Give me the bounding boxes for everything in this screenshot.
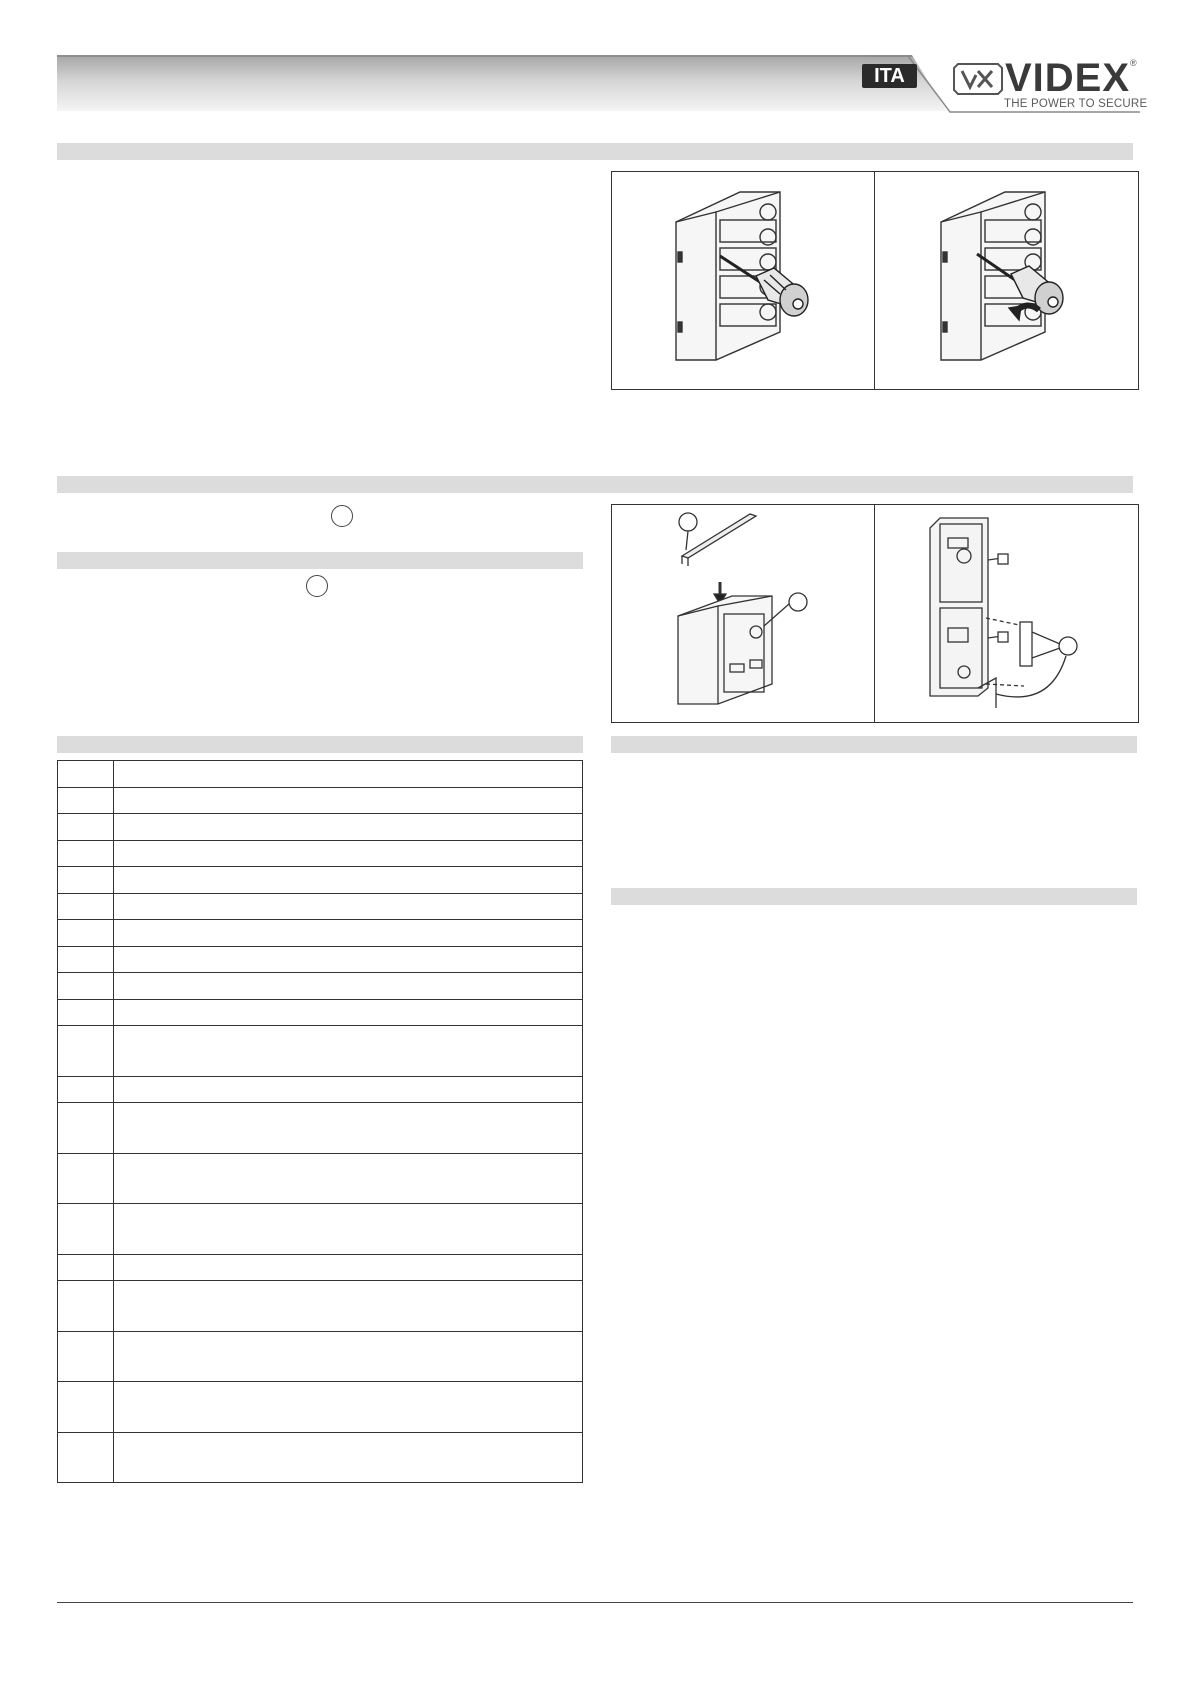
brand-name: VIDEX [1005,56,1131,100]
terminal-cell [58,999,114,1026]
table-row [58,814,583,841]
description-cell [114,1103,583,1154]
terminal-table [57,760,583,1483]
terminal-cell [58,787,114,814]
description-cell [114,1331,583,1382]
table-row [58,1076,583,1103]
terminal-cell [58,814,114,841]
table-row [58,840,583,867]
terminal-cell [58,1026,114,1077]
table-row [58,761,583,788]
table-row [58,999,583,1026]
brand-tagline: THE POWER TO SECURE [1004,98,1148,110]
section-bar-4 [611,888,1137,905]
table-row [58,946,583,973]
section-bar-2 [57,476,1133,493]
section-bar-3 [611,736,1137,753]
header-top-line [57,55,937,57]
description-cell [114,1382,583,1433]
language-badge: ITA [862,64,917,88]
table-row [58,973,583,1000]
table-row [58,1254,583,1281]
terminal-cell [58,1153,114,1204]
terminal-cell [58,1382,114,1433]
table-row [58,1281,583,1332]
videx-logo-mark-icon [952,62,1004,96]
table-row [58,893,583,920]
table-row [58,1382,583,1433]
table-row [58,1103,583,1154]
section-bar-2b [57,552,583,569]
table-row [58,1026,583,1077]
table-row [58,920,583,947]
terminal-cell [58,1331,114,1382]
terminal-cell [58,840,114,867]
description-cell [114,761,583,788]
table-row [58,787,583,814]
description-cell [114,1026,583,1077]
callout-circle-icon [331,505,353,527]
footer-rule [57,1602,1133,1603]
description-cell [114,1204,583,1255]
description-cell [114,840,583,867]
description-cell [114,814,583,841]
terminal-cell [58,946,114,973]
description-cell [114,1076,583,1103]
figure-panel-assembly [920,508,1090,708]
section-bar-1 [57,143,1133,160]
description-cell [114,1254,583,1281]
curved-arrow-icon [975,250,1075,330]
description-cell [114,999,583,1026]
terminal-cell [58,973,114,1000]
description-cell [114,787,583,814]
terminal-cell [58,1076,114,1103]
description-cell [114,946,583,973]
terminal-cell [58,1254,114,1281]
figure-divider-2 [874,504,875,722]
figure-divider-1 [874,171,875,389]
table-row [58,1432,583,1483]
section-bar-table [57,736,583,753]
terminal-cell [58,1204,114,1255]
figure-module-with-strip [660,508,810,708]
description-cell [114,1153,583,1204]
callout-circle-icon [306,575,328,597]
description-cell [114,893,583,920]
screwdriver-icon [718,248,818,328]
terminal-cell [58,761,114,788]
table-row [58,867,583,894]
table-row [58,1204,583,1255]
terminal-cell [58,1103,114,1154]
table-row [58,1331,583,1382]
description-cell [114,973,583,1000]
terminal-cell [58,867,114,894]
table-row [58,1153,583,1204]
description-cell [114,867,583,894]
description-cell [114,920,583,947]
description-cell [114,1281,583,1332]
description-cell [114,1432,583,1483]
terminal-cell [58,893,114,920]
registered-mark: ® [1130,58,1137,68]
terminal-cell [58,920,114,947]
terminal-cell [58,1281,114,1332]
terminal-cell [58,1432,114,1483]
